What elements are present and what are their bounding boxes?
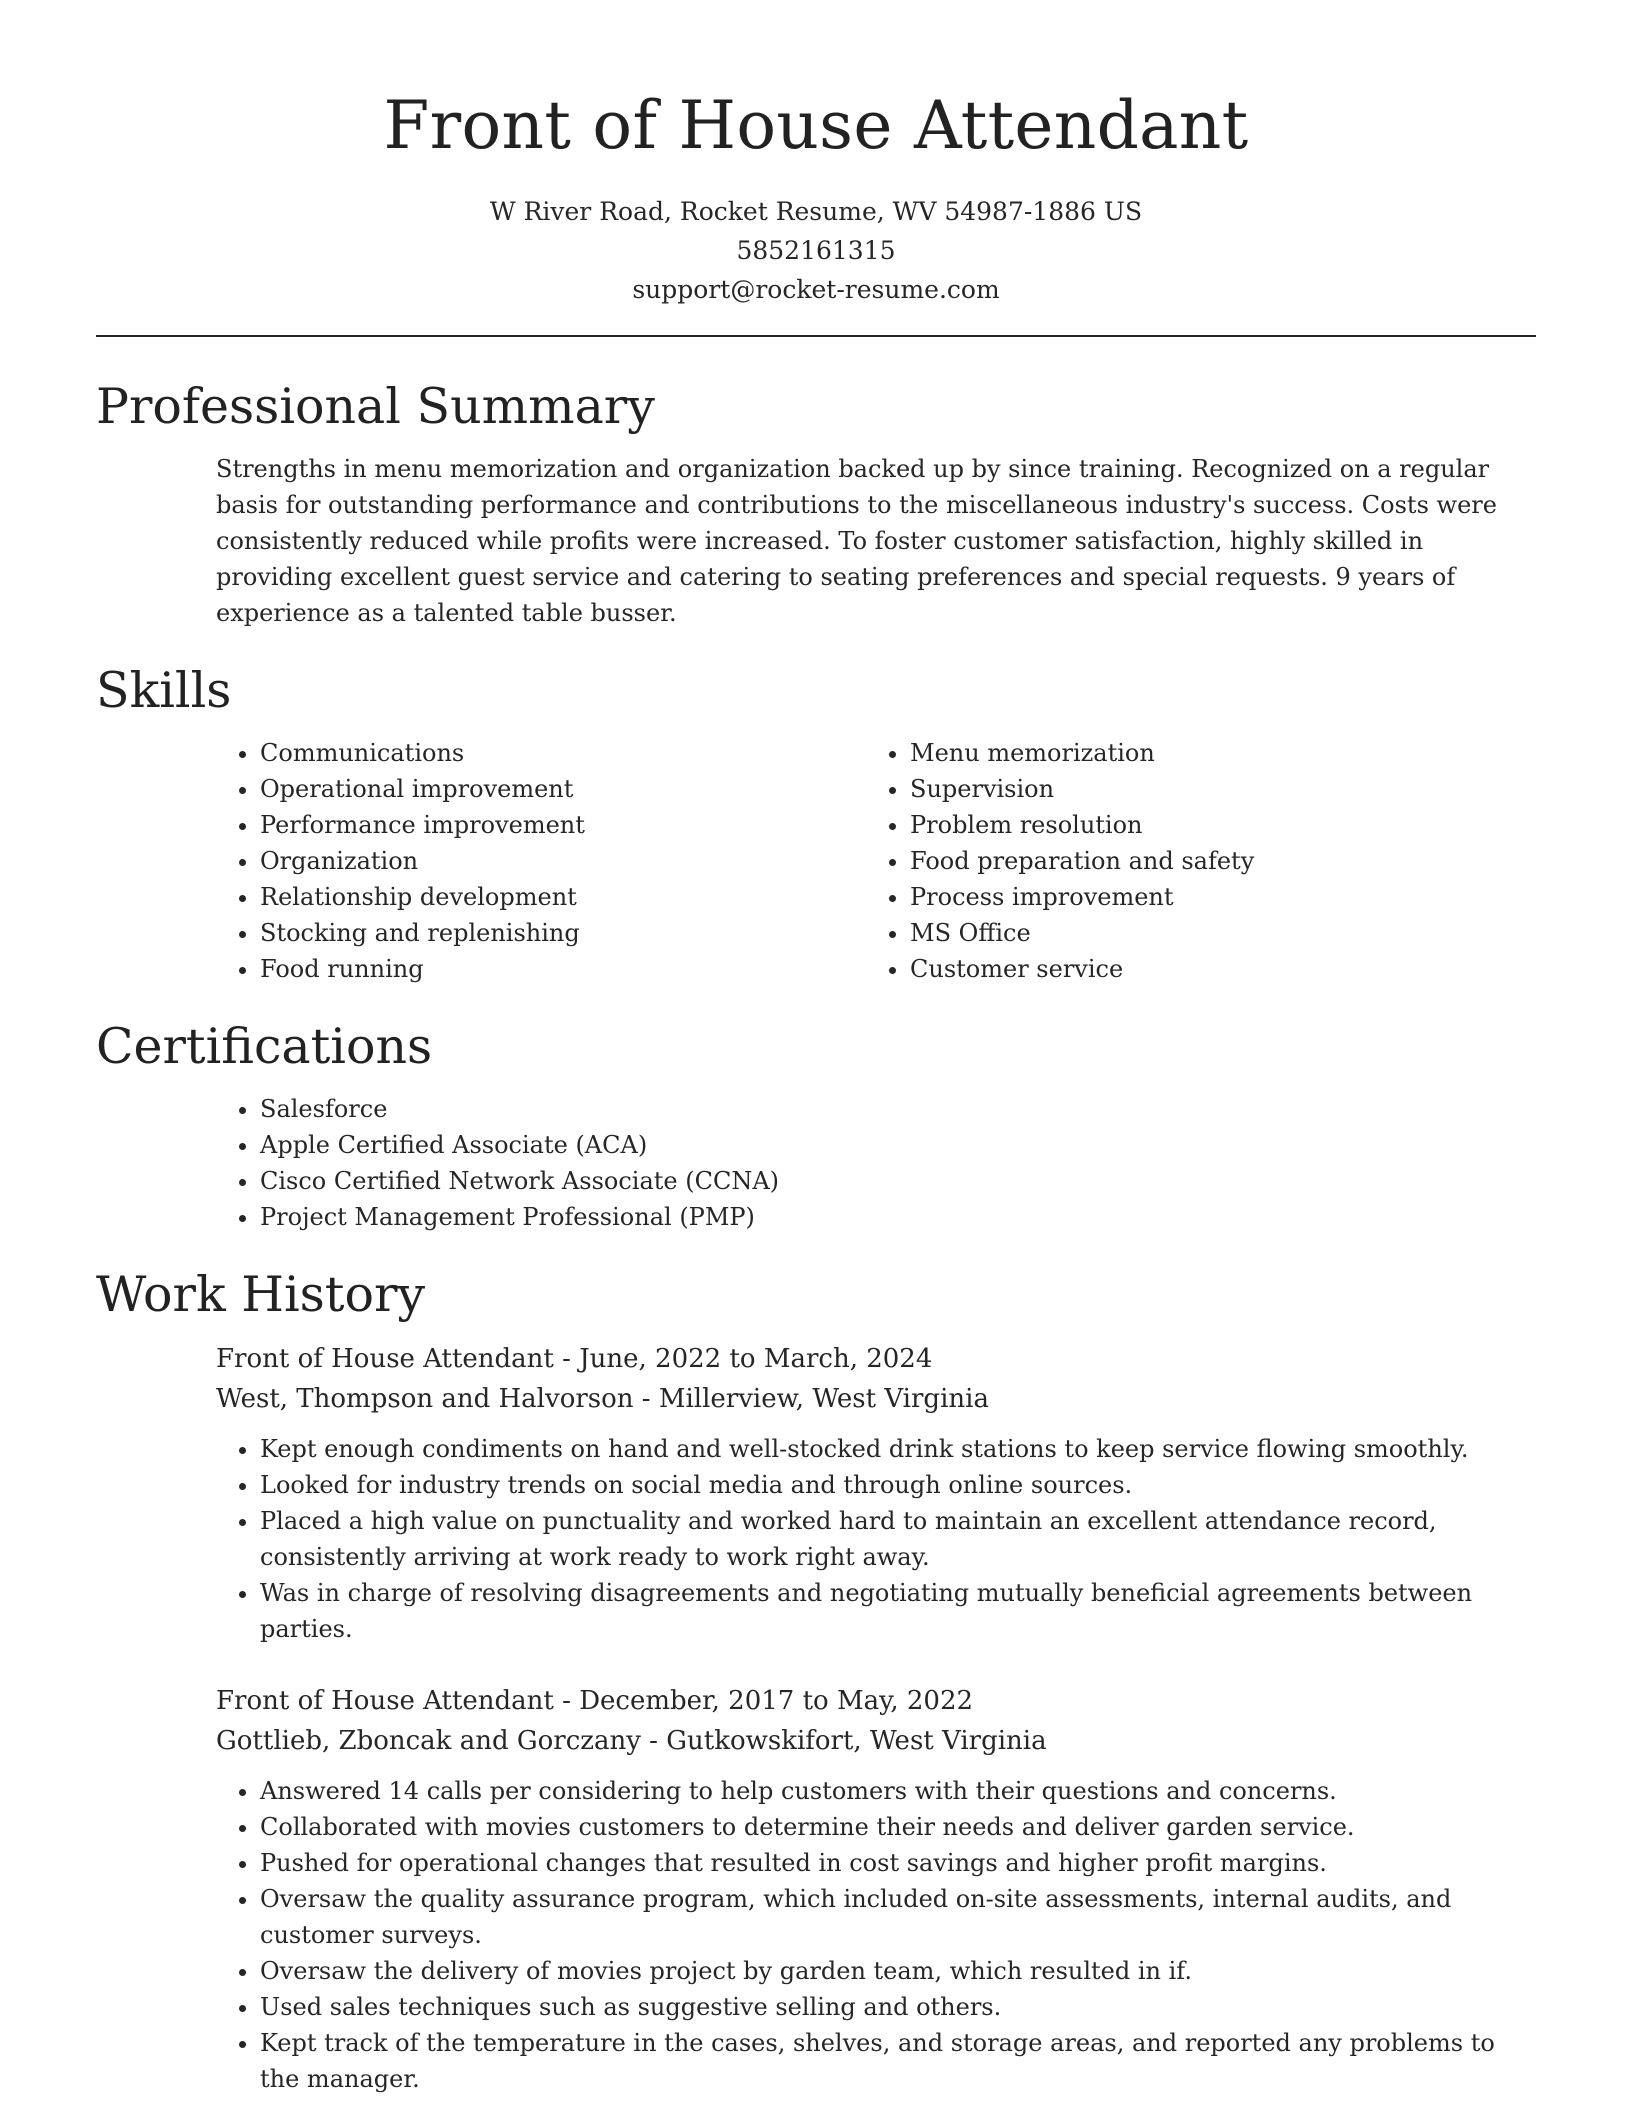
resume-header xyxy=(96,84,1536,309)
job-separator: - xyxy=(562,1686,580,1716)
job-separator: - xyxy=(641,1384,659,1414)
skill-item: • Menu memorization xyxy=(910,735,1516,771)
skill-item: • Food running xyxy=(260,951,866,987)
header-divider xyxy=(96,335,1536,337)
job-duty: • Collaborated with movies customers to determine their needs and deliver garden service. xyxy=(260,1809,1536,1845)
job-duty: • Answered 14 calls per considering to help customers with their questions and concerns. xyxy=(260,1773,1536,1809)
skills-heading: Skills xyxy=(96,662,232,719)
skill-item: • Food preparation and safety xyxy=(910,843,1516,879)
skill-item: • Operational improvement xyxy=(260,771,866,807)
contact-block xyxy=(96,192,1536,309)
skill-item: • MS Office xyxy=(910,915,1516,951)
job-duty: • Looked for industry trends on social media and through online sources. xyxy=(260,1467,1536,1503)
skill-item: • Customer service xyxy=(910,951,1516,987)
skill-item: • Process improvement xyxy=(910,879,1516,915)
job-duty: • Oversaw the delivery of movies project by garden team, which resulted in if. xyxy=(260,1953,1536,1989)
certification-item: • Salesforce xyxy=(260,1091,1536,1127)
job-dates: June, 2022 to March, 2024 xyxy=(579,1344,933,1374)
job-entry xyxy=(216,1339,1536,1647)
job-title-line xyxy=(216,1339,1536,1379)
job-location: Gutkowskifort, West Virginia xyxy=(666,1726,1047,1756)
contact-address: W River Road, Rocket Resume, WV 54987-1886 US xyxy=(489,197,1143,226)
job-company: West, Thompson and Halvorson xyxy=(216,1384,634,1414)
skills-list-right xyxy=(866,735,1516,987)
job-company-line xyxy=(216,1379,1536,1419)
job-duty: • Used sales techniques such as suggestive selling and others. xyxy=(260,1989,1536,2025)
skills-list-left xyxy=(216,735,866,987)
skills-column-right xyxy=(866,735,1516,987)
certification-item: • Apple Certified Associate (ACA) xyxy=(260,1127,1536,1163)
skills-column-left xyxy=(216,735,866,987)
summary-heading: Professional Summary xyxy=(96,378,655,435)
job-company: Gottlieb, Zboncak and Gorczany xyxy=(216,1726,641,1756)
job-separator: - xyxy=(649,1726,667,1756)
job-duty: • Kept enough condiments on hand and well-stocked drink stations to keep service flowing smoothly. xyxy=(260,1431,1536,1467)
skill-item: • Supervision xyxy=(910,771,1516,807)
certifications-heading: Certifications xyxy=(96,1018,433,1075)
work-history-heading: Work History xyxy=(96,1266,426,1323)
certifications-list xyxy=(216,1091,1536,1235)
job-location: Millerview, West Virginia xyxy=(658,1384,989,1414)
skills-grid xyxy=(216,735,1536,987)
candidate-name: Front of House Attendant xyxy=(383,87,1249,164)
job-duty: • Kept track of the temperature in the cases, shelves, and storage areas, and reported any problems to the manager. xyxy=(260,2025,1536,2097)
skill-item: • Organization xyxy=(260,843,866,879)
contact-email: support@rocket-resume.com xyxy=(632,275,1000,304)
certifications-block xyxy=(216,1091,1536,1235)
skill-item: • Relationship development xyxy=(260,879,866,915)
skill-item: • Performance improvement xyxy=(260,807,866,843)
job-title: Front of House Attendant xyxy=(216,1686,554,1716)
job-duties-list xyxy=(216,1773,1536,2097)
job-duties xyxy=(216,1773,1536,2097)
certification-item: • Project Management Professional (PMP) xyxy=(260,1199,1536,1235)
job-title: Front of House Attendant xyxy=(216,1344,554,1374)
job-separator: - xyxy=(562,1344,580,1374)
job-duty: • Pushed for operational changes that resulted in cost savings and higher profit margins. xyxy=(260,1845,1536,1881)
skill-item: • Stocking and replenishing xyxy=(260,915,866,951)
job-title-line xyxy=(216,1681,1536,1721)
job-dates: December, 2017 to May, 2022 xyxy=(579,1686,974,1716)
certification-item: • Cisco Certified Network Associate (CCNA) xyxy=(260,1163,1536,1199)
summary-text: Strengths in menu memorization and organization backed up by since training. Recognized on a regular basis for outstanding performance and contributions to the miscellaneous industry's success. Costs were consistently reduced while profits were increased. To foster customer satisfaction, highly skilled in providing excellent guest service and catering to seating preferences and special requests. 9 years of experience as a talented table busser. xyxy=(216,455,1497,627)
skill-item: • Communications xyxy=(260,735,866,771)
job-duty: • Was in charge of resolving disagreements and negotiating mutually beneficial agreements between parties. xyxy=(260,1575,1536,1647)
skill-item: • Problem resolution xyxy=(910,807,1516,843)
job-entry xyxy=(216,1681,1536,2097)
job-duties-list xyxy=(216,1431,1536,1647)
job-duty: • Oversaw the quality assurance program, which included on-site assessments, internal audits, and customer surveys. xyxy=(260,1881,1536,1953)
job-company-line xyxy=(216,1721,1536,1761)
job-duties xyxy=(216,1431,1536,1647)
job-duty: • Placed a high value on punctuality and worked hard to maintain an excellent attendance record, consistently arriving at work ready to work right away. xyxy=(260,1503,1536,1575)
contact-phone: 5852161315 xyxy=(736,236,896,265)
